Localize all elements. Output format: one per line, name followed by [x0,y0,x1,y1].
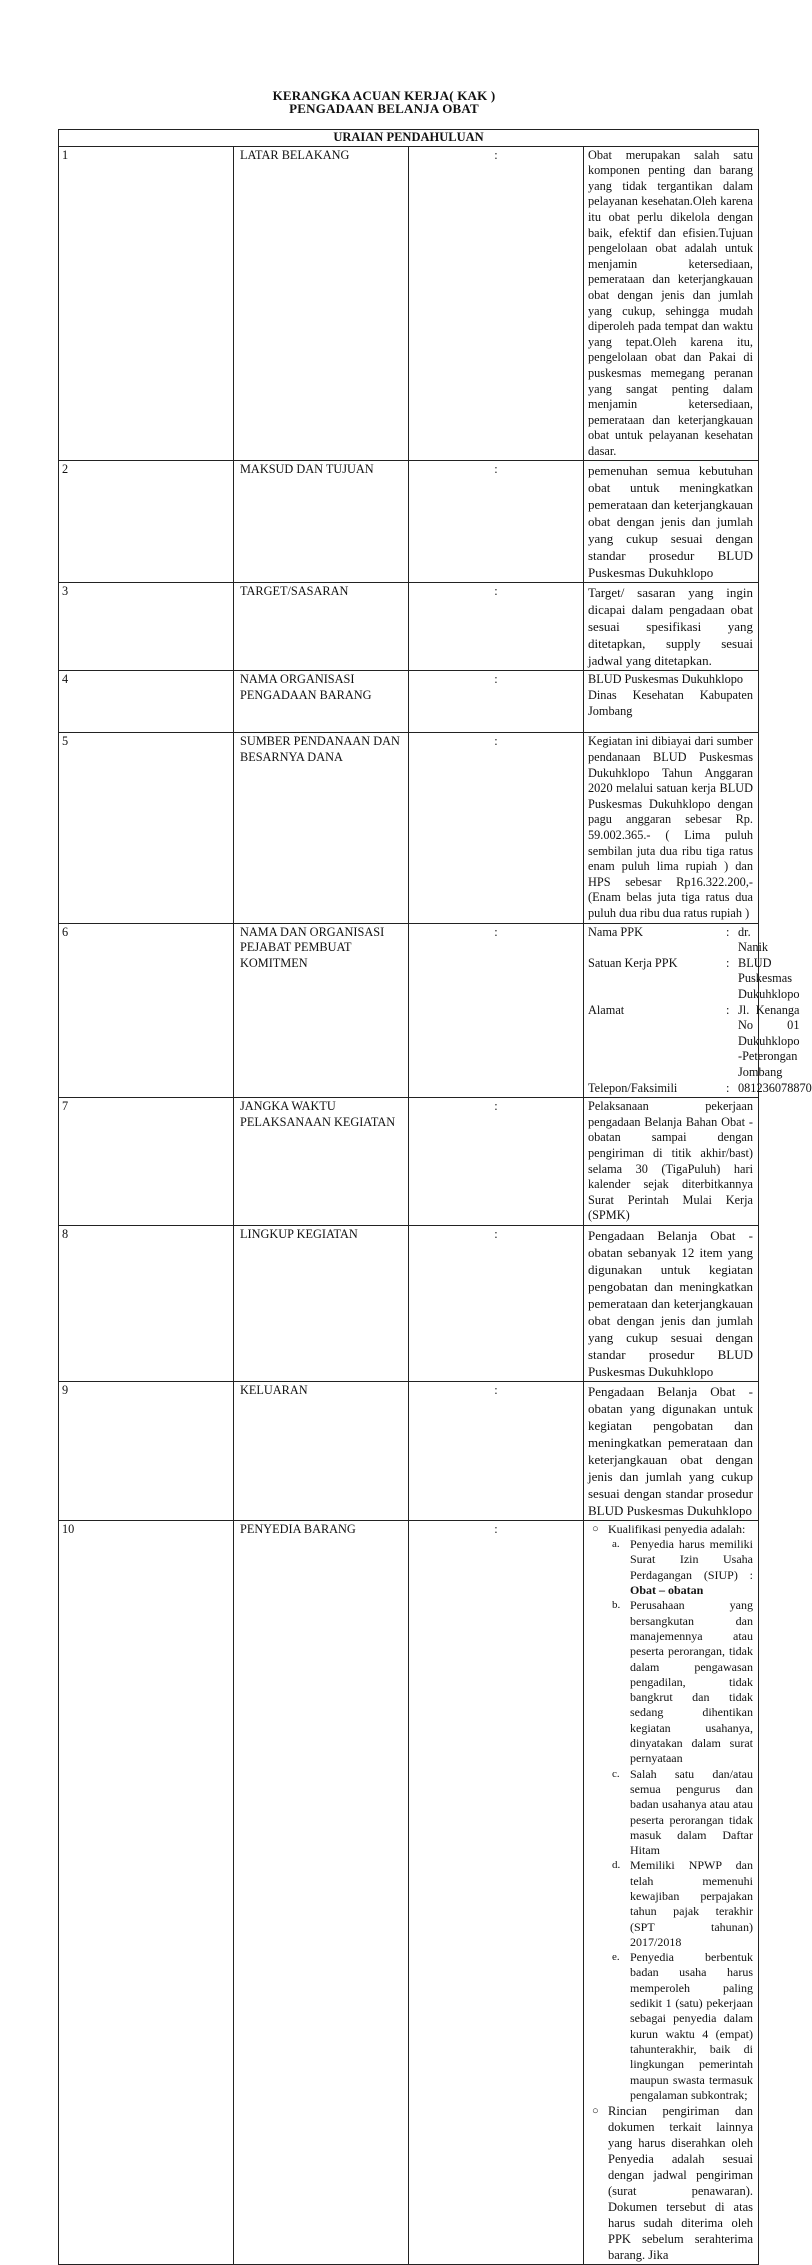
list-item [588,2103,753,2263]
row-label: MAKSUD DAN TUJUAN [234,461,409,583]
list-item [608,1598,753,1766]
list-item [608,1767,753,1859]
organization-name: BLUD Puskesmas Dukuhklopo [588,672,744,687]
row-content [584,1381,759,1520]
row-content [584,146,759,461]
department-name: Dinas Kesehatan Kabupaten Jombang [588,688,753,718]
colon-separator: : [409,671,584,733]
circle-bullet-icon: ○ [592,2105,599,2118]
kak-table [58,129,812,2265]
colon-separator: : [409,1520,584,2264]
colon-separator: : [409,1098,584,1226]
row-number: 6 [59,923,234,1098]
list-item [608,1950,753,2103]
row-content [584,671,759,733]
list-item [608,1858,753,1950]
table-row [59,733,759,923]
field-separator: : [726,955,730,970]
list-marker: e. [612,1951,620,1964]
table-header-row [59,130,759,147]
circle-bullet-icon: ○ [592,1522,599,1535]
colon-separator: : [409,583,584,671]
table-row [59,461,759,583]
colon-separator: : [409,1381,584,1520]
requirements-list [608,1537,753,2103]
row-content [584,583,759,671]
list-item [608,1537,753,1598]
paragraph-text: Kegiatan ini dibiayai dari sumber pendanaan BLUD Puskesmas Dukuhklopo Tahun Anggaran 2020 melalui satuan kerja BLUD Puskesmas Dukuhklopo dengan pagu anggaran sebesar Rp. 59.002.365.- ( Lima puluh sembilan juta dua ribu tiga ratus enam puluh lima rupiah ) dan HPS sebesar Rp16.322.200,- (Enam belas juta tiga ratus dua puluh dua ribu dua ratus rupiah ) [588,734,753,920]
list-item-text: Penyedia harus memiliki Surat Izin Usaha Perdagangan (SIUP) : [630,1537,753,1582]
list-item-text: Perusahaan yang bersangkutan dan manajemennya atau peserta perorangan, tidak dalam pengawasan pengadilan, tidak bangkrut dan tidak sedang dihentikan kegiatan usahanya, dinyatakan dalam surat pernyataan [630,1598,753,1766]
paragraph-text: Pengadaan Belanja Obat - obatan yang digunakan untuk kegiatan pengobatan dan meningkatkan pemerataan dan keterjangkauan obat dengan jenis dan jumlah yang cukup sesuai dengan standar prosedur BLUD Puskesmas Dukuhklopo [588,1383,753,1518]
paragraph-text: Pelaksanaan pekerjaan pengadaan Belanja Bahan Obat - obatan sampai dengan pengiriman di titik akhir/bast) selama 30 (TigaPuluh) hari kalender sejak diterbitkannya Surat Perintah Mulai Kerja (SPMK) [588,1099,753,1223]
table-row [59,583,759,671]
field-key: Telepon/Faksimili [588,1080,678,1095]
row-number: 9 [59,1381,234,1520]
colon-separator: : [409,733,584,923]
paragraph-text: Target/ sasaran yang ingin dicapai dalam pengadaan obat sesuai spesifikasi yang ditetapkan, supply sesuai jadwal yang ditetapkan. [588,585,753,669]
paragraph-text: pemenuhan semua kebutuhan obat untuk meningkatkan pemerataan dan keterjangkauan obat dengan jenis dan jumlah yang cukup sesuai dengan standar prosedur BLUD Puskesmas Dukuhklopo [588,463,753,581]
row-number: 7 [59,1098,234,1226]
ppk-phone-field [588,1080,812,1097]
list-marker: a. [612,1538,620,1551]
row-content [584,923,812,1098]
field-separator: : [726,1080,730,1095]
colon-separator: : [409,146,584,461]
row-label: TARGET/SASARAN [234,583,409,671]
field-value: BLUD Puskesmas Dukuhklopo [738,955,800,1001]
list-item-text: Salah satu dan/atau semua pengurus dan badan usahanya atau atau peserta perorangan tidak masuk dalam Daftar Hitam [630,1766,753,1858]
field-key: Alamat [588,1002,625,1017]
field-key: Satuan Kerja PPK [588,955,678,970]
field-value: Jl. Kenanga No 01 Dukuhklopo -Peterongan Jombang [738,1002,800,1079]
row-content [584,1225,759,1381]
row-label: LINGKUP KEGIATAN [234,1225,409,1381]
field-key: Nama PPK [588,924,643,939]
ppk-unit-field [588,955,800,1003]
row-content [584,733,759,923]
row-number: 3 [59,583,234,671]
row-number: 8 [59,1225,234,1381]
table-row [59,1225,759,1381]
table-row [59,1098,759,1226]
row-label: NAMA DAN ORGANISASI PEJABAT PEMBUAT KOMITMEN [234,923,409,1098]
list-item-text: Kualifikasi penyedia adalah: [608,1521,746,1536]
list-marker: c. [612,1767,620,1780]
table-row [59,1381,759,1520]
row-number: 1 [59,146,234,461]
colon-separator: : [409,923,584,1098]
list-item [588,1522,753,2103]
document-subtitle: PENGADAAN BELANJA OBAT [289,101,479,116]
row-label: LATAR BELAKANG [234,146,409,461]
field-value: dr. Nanik [738,924,769,955]
colon-separator: : [409,461,584,583]
row-number: 4 [59,671,234,733]
colon-separator: : [409,1225,584,1381]
section-header: URAIAN PENDAHULUAN [59,130,759,147]
row-number: 2 [59,461,234,583]
list-marker: b. [612,1599,621,1612]
list-item-bold-text: Obat – obatan [630,1583,704,1598]
row-label: SUMBER PENDANAAN DAN BESARNYA DANA [234,733,409,923]
list-item-text: Penyedia berbentuk badan usaha harus memperoleh paling sedikit 1 (satu) pekerjaan sebagai penyedia dalam kurun waktu 4 (empat) tahunterakhir, baik di lingkungan pemerintah maupun swasta termasuk pengalaman subkontrak; [630,1950,753,2102]
row-number: 10 [59,1520,234,2264]
qualification-list [588,1522,753,2263]
row-label: JANGKA WAKTU PELAKSANAAN KEGIATAN [234,1098,409,1226]
row-content [584,1520,759,2264]
paragraph-text: Pengadaan Belanja Obat - obatan sebanyak 12 item yang digunakan untuk kegiatan pengobatan dan meningkatkan pemerataan dan keterjangkauan obat dengan jenis dan jumlah yang cukup sesuai dengan standar prosedur BLUD Puskesmas Dukuhklopo [588,1227,753,1379]
ppk-address-field [588,1002,800,1081]
table-row [59,146,759,461]
table-row [59,923,759,1098]
document-title: KERANGKA ACUAN KERJA( KAK ) [272,88,496,103]
row-number: 5 [59,733,234,923]
row-label: KELUARAN [234,1381,409,1520]
field-separator: : [726,1002,730,1017]
row-content [584,1098,759,1226]
ppk-name-field [588,924,769,956]
list-item-text: Rincian pengiriman dan dokumen terkait lainnya yang harus diserahkan oleh Penyedia adalah sesuai dengan jadwal pengiriman (surat penawaran). Dokumen tersebut di atas harus sudah diterima oleh PPK sebelum serahterima barang. Jika [608,2104,753,2263]
list-item-text: Memiliki NPWP dan telah memenuhi kewajiban perpajakan tahun pajak terakhir (SPT tahunan) 2017/2018 [630,1858,753,1949]
row-content [584,461,759,583]
list-marker: d. [612,1859,621,1872]
table-row [59,1520,759,2264]
paragraph-text: Obat merupakan salah satu komponen penting dan barang yang tidak tergantikan dalam pelayanan kesehatan.Oleh karena itu obat perlu dikelola dengan baik, efektif dan efisien.Tujuan pengelolaan obat adalah untuk menjamin ketersediaan, pemerataan dan keterjangkauan obat dengan jenis dan jumlah yang cukup, sehingga mudah diperoleh pada tempat dan waktu yang tepat.Oleh karena itu, pengelolaan obat dan Pakai di puskesmas memegang peranan yang sangat penting dalam menjamin ketersediaan, pemerataan dan keterjangkauan obat untuk pelayanan kesehatan dasar. [588,147,753,458]
row-label: PENYEDIA BARANG [234,1520,409,2264]
table-row [59,671,759,733]
row-label: NAMA ORGANISASI PENGADAAN BARANG [234,671,409,733]
field-value: 081236078870 [738,1080,812,1095]
field-separator: : [726,924,730,939]
